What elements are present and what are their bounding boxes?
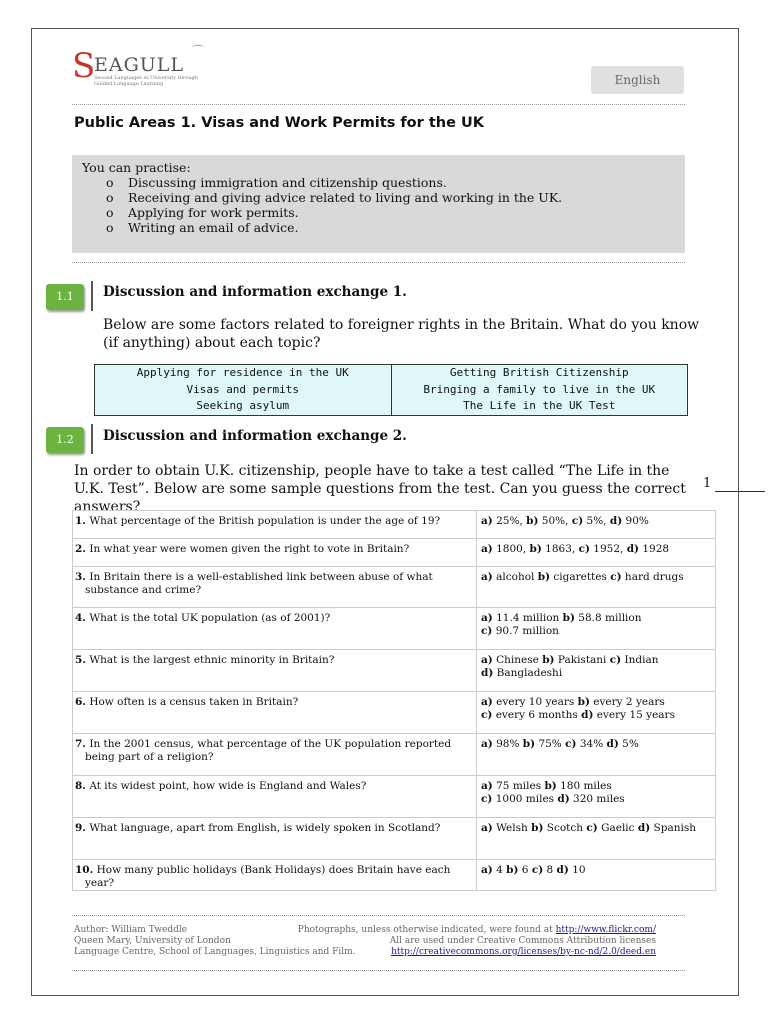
answer-options: a) 98% b) 75% c) 34% d) 5% <box>477 734 716 776</box>
question-row <box>73 567 716 608</box>
divider <box>72 104 685 105</box>
answer-options: a) 75 miles b) 180 miles c) 1000 miles d) 320 miles <box>477 776 716 818</box>
topics-right-column <box>391 365 688 416</box>
language-button[interactable]: English <box>591 66 684 94</box>
footer-credits: Photographs, unless otherwise indicated, were found at http://www.flickr.com/ All are used under Creative Commons Attribution licenses http://creativecommons.org/licenses/by-nc-nd/2.0/deed.en <box>297 925 656 957</box>
section-number-badge: 1.2 <box>46 427 84 453</box>
practise-item: o Receiving and giving advice related to living and working in the UK. <box>128 190 675 205</box>
question-text: 5. What is the largest ethnic minority in Britain? <box>73 650 477 692</box>
section-number-badge: 1.1 <box>46 284 84 310</box>
question-row <box>73 692 716 734</box>
practise-item: o Writing an email of advice. <box>128 220 675 235</box>
topic-item: Visas and permits <box>186 382 300 396</box>
question-row <box>73 860 716 891</box>
section-bar <box>91 424 93 454</box>
questions-table <box>72 510 716 891</box>
divider <box>72 262 685 263</box>
practise-list <box>82 175 675 235</box>
question-row <box>73 734 716 776</box>
question-text: 10. How many public holidays (Bank Holidays) does Britain have each year? <box>73 860 477 891</box>
footer-author: Author: William Tweddle Queen Mary, University of London Language Centre, School of Languages, Linguistics and Film. <box>74 925 356 957</box>
question-row <box>73 539 716 567</box>
section-text: In order to obtain U.K. citizenship, people have to take a test called “The Life in the U.K. Test”. Below are some sample questions from the test. Can you guess the correct answers? <box>74 463 686 515</box>
question-text: 3. In Britain there is a well-established link between abuse of what substance and crime? <box>73 567 477 608</box>
question-row <box>73 650 716 692</box>
practise-item: o Applying for work permits. <box>128 205 675 220</box>
flickr-link[interactable]: http://www.flickr.com/ <box>555 925 656 935</box>
page-title: Public Areas 1. Visas and Work Permits for the UK <box>74 115 484 131</box>
section-bar <box>91 281 93 311</box>
answer-options: a) every 10 years b) every 2 years c) every 6 months d) every 15 years <box>477 692 716 734</box>
topic-item: Applying for residence in the UK <box>136 366 349 379</box>
answer-options: a) alcohol b) cigarettes c) hard drugs <box>477 567 716 608</box>
question-row <box>73 818 716 860</box>
answer-options: a) 25%, b) 50%, c) 5%, d) 90% <box>477 511 716 539</box>
question-row <box>73 776 716 818</box>
question-text: 6. How often is a census taken in Britain? <box>73 692 477 734</box>
practise-intro: You can practise: <box>82 160 191 175</box>
section-text: Below are some factors related to foreigner rights in the Britain. What do you know (if anything) about each topic? <box>103 317 700 351</box>
topic-item: Getting British Citizenship <box>449 366 629 379</box>
margin-note-number: 1 <box>703 476 712 491</box>
topics-left-column <box>95 365 392 416</box>
license-link[interactable]: http://creativecommons.org/licenses/by-nc-nd/2.0/deed.en <box>391 947 656 957</box>
topics-table <box>94 364 688 416</box>
question-text: 9. What language, apart from English, is widely spoken in Scotland? <box>73 818 477 860</box>
answer-options: a) 11.4 million b) 58.8 million c) 90.7 million <box>477 608 716 650</box>
answer-options: a) 4 b) 6 c) 8 d) 10 <box>477 860 716 891</box>
practise-item: o Discussing immigration and citizenship questions. <box>128 175 675 190</box>
answer-options: a) 1800, b) 1863, c) 1952, d) 1928 <box>477 539 716 567</box>
question-text: 8. At its widest point, how wide is England and Wales? <box>73 776 477 818</box>
topic-item: Seeking asylum <box>196 399 290 412</box>
seagull-logo: S EAGULL Second Languages at University through Guided Language Learning ⌒ <box>72 44 205 87</box>
question-text: 1. What percentage of the British population is under the age of 19? <box>73 511 477 539</box>
topic-item: Bringing a family to live in the UK <box>423 382 656 396</box>
question-text: 4. What is the total UK population (as of 2001)? <box>73 608 477 650</box>
answer-options: a) Welsh b) Scotch c) Gaelic d) Spanish <box>477 818 716 860</box>
divider <box>72 915 685 916</box>
practise-box <box>72 155 685 253</box>
question-text: 7. In the 2001 census, what percentage of the UK population reported being part of a religion? <box>73 734 477 776</box>
question-text: 2. In what year were women given the right to vote in Britain? <box>73 539 477 567</box>
section-heading: Discussion and information exchange 2. <box>103 428 407 444</box>
topic-item: The Life in the UK Test <box>463 399 616 412</box>
question-row <box>73 608 716 650</box>
divider <box>72 970 685 971</box>
question-row <box>73 511 716 539</box>
margin-note-line <box>715 491 765 492</box>
answer-options: a) Chinese b) Pakistani c) Indian d) Bangladeshi <box>477 650 716 692</box>
section-heading: Discussion and information exchange 1. <box>103 284 407 300</box>
bird-icon: ⌒ <box>192 44 205 58</box>
